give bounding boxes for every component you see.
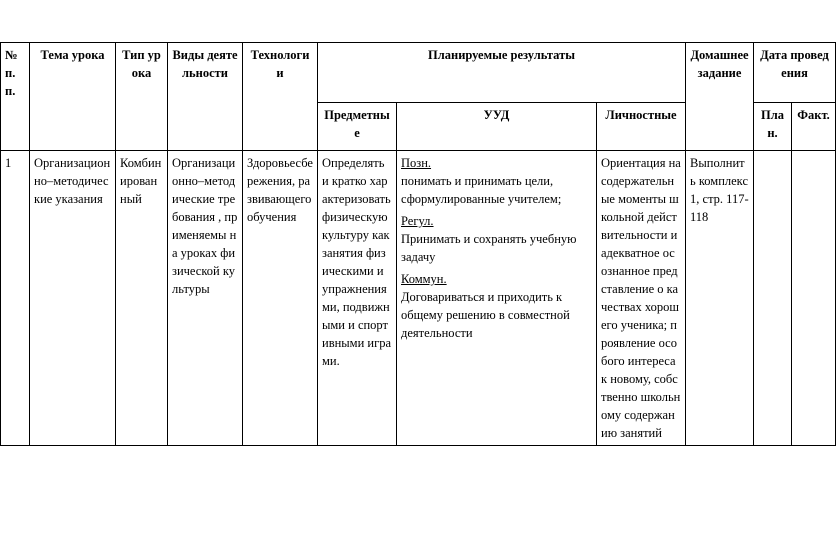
header-date: Дата проведения	[754, 43, 836, 103]
row-technologies: Здоровьесбережения, развивающего обучения	[243, 151, 318, 446]
header-uud: УУД	[397, 103, 597, 151]
row-type: Комбинированный	[116, 151, 168, 446]
uud-communicative-label: Коммун.	[401, 272, 447, 286]
row-topic: Организационно–методические указания	[30, 151, 116, 446]
row-date-fact	[792, 151, 836, 446]
row-homework: Выполнить комплекс 1, стр. 117-118	[686, 151, 754, 446]
uud-regulatory-text: Принимать и сохранять учебную задачу	[401, 232, 577, 264]
table-row	[1, 151, 836, 446]
row-num: 1	[1, 151, 30, 446]
row-activities: Организационно–методические требования , применяемы на уроках физической культуры	[168, 151, 243, 446]
header-planned-results: Планируемые результаты	[318, 43, 686, 103]
row-personal-results: Ориентация на содержательные моменты школьной действительности и адекватное осознанное представление о качествах хорошего ученика; проявление особого интереса к новому, собственно школьному содержанию занятий	[597, 151, 686, 446]
row-subject-results: Определять и кратко характеризовать физическую культуру как занятия физическими и упражнениями, подвижными и спортивными играми.	[318, 151, 397, 446]
header-homework: Домашнее задание	[686, 43, 754, 151]
lesson-plan-table	[0, 42, 836, 446]
row-uud	[397, 151, 597, 446]
uud-cognitive-label: Позн.	[401, 156, 432, 170]
header-subject: Предметные	[318, 103, 397, 151]
header-topic: Тема урока	[30, 43, 116, 151]
header-row-1	[1, 43, 836, 103]
header-num: № п. п.	[1, 43, 30, 151]
row-date-plan	[754, 151, 792, 446]
uud-regulatory-label: Регул.	[401, 214, 434, 228]
header-personal: Личностные	[597, 103, 686, 151]
header-activities: Виды деятельности	[168, 43, 243, 151]
uud-cognitive-text: понимать и принимать цели, сформулированные учителем;	[401, 174, 562, 206]
header-technologies: Технологии	[243, 43, 318, 151]
header-plan: План.	[754, 103, 792, 151]
header-type: Тип урока	[116, 43, 168, 151]
header-fact: Факт.	[792, 103, 836, 151]
uud-communicative-text: Договариваться и приходить к общему решению в совместной деятельности	[401, 290, 570, 340]
